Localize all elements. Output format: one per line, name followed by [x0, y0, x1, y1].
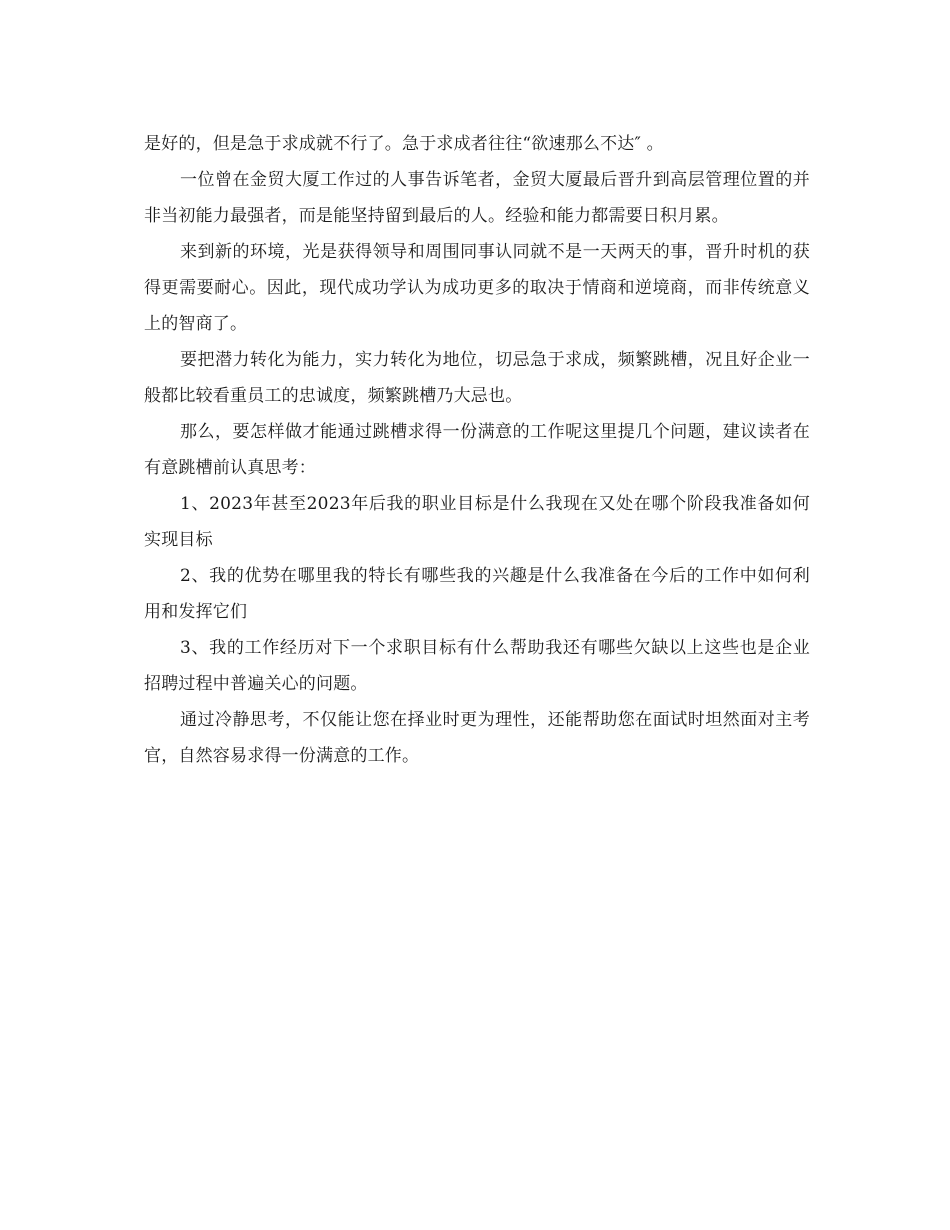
paragraph-3: 来到新的环境，光是获得领导和周围同事认同就不是一天两天的事，晋升时机的获得更需要耐心。因此，现代成功学认为成功更多的取决于情商和逆境商，而非传统意义上的智商了。 — [144, 242, 810, 334]
list-item-2: 2、我的优势在哪里我的特长有哪些我的兴趣是什么我准备在今后的工作中如何利用和发挥它们 — [144, 566, 810, 622]
paragraph-closing: 通过冷静思考，不仅能让您在择业时更为理性，还能帮助您在面试时坦然面对主考官，自然容易求得一份满意的工作。 — [144, 710, 810, 766]
paragraph-2: 一位曾在金贸大厦工作过的人事告诉笔者，金贸大厦最后晋升到高层管理位置的并非当初能力最强者，而是能坚持留到最后的人。经验和能力都需要日积月累。 — [144, 170, 810, 226]
list-item-1: 1、2023年甚至2023年后我的职业目标是什么我现在又处在哪个阶段我准备如何实现目标 — [144, 494, 810, 550]
paragraph-4: 要把潜力转化为能力，实力转化为地位，切忌急于求成，频繁跳槽，况且好企业一般都比较看重员工的忠诚度，频繁跳槽乃大忌也。 — [144, 350, 810, 406]
paragraph-1: 是好的，但是急于求成就不行了。急于求成者往往“欲速那么不达″ 。 — [144, 134, 664, 154]
paragraph-5: 那么，要怎样做才能通过跳槽求得一份满意的工作呢这里提几个问题，建议读者在有意跳槽前认真思考： — [144, 422, 810, 478]
list-item-3: 3、我的工作经历对下一个求职目标有什么帮助我还有哪些欠缺以上这些也是企业招聘过程中普遍关心的问题。 — [144, 638, 810, 694]
document-body — [144, 126, 810, 774]
